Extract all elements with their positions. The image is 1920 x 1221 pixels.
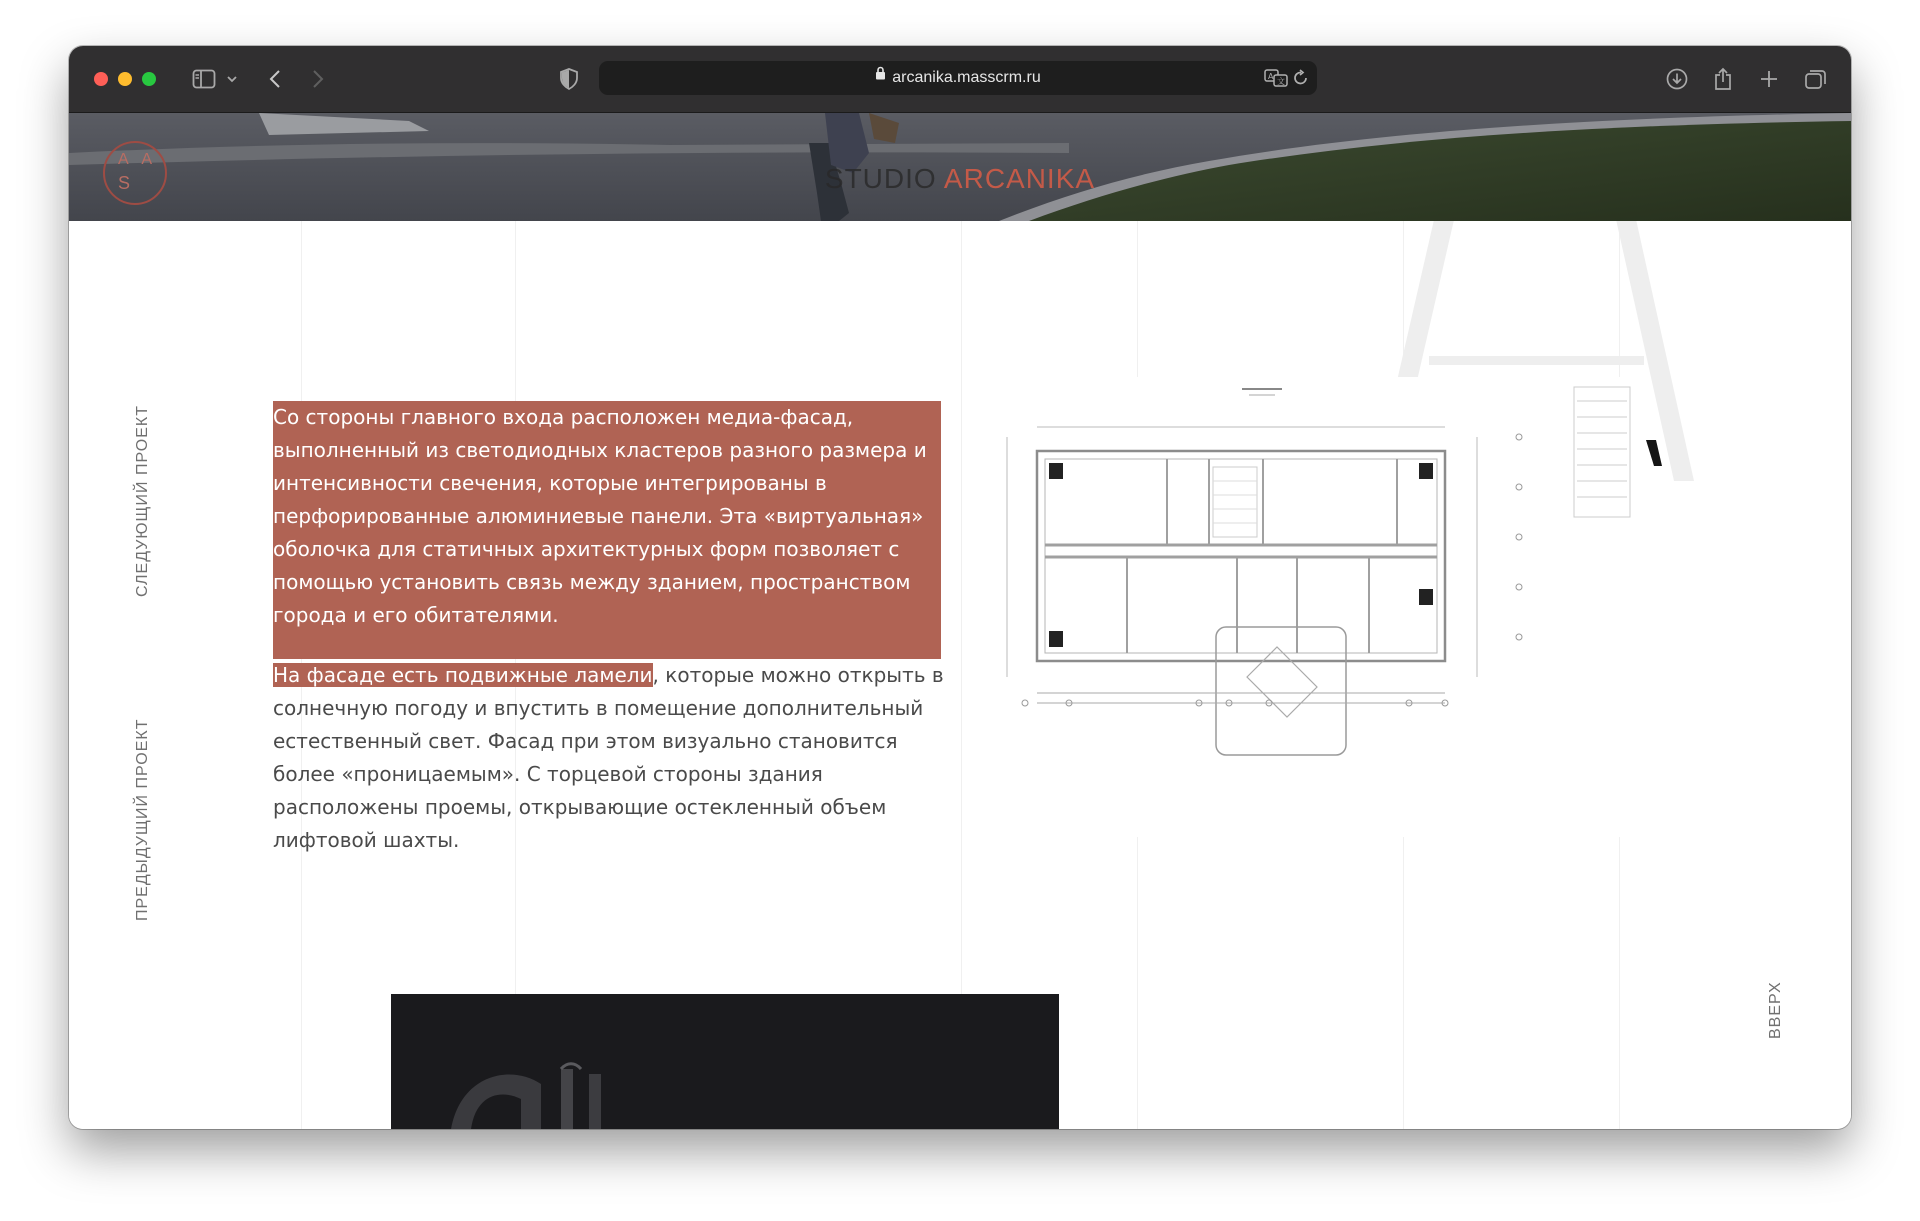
- sidebar-icon[interactable]: [189, 64, 219, 94]
- svg-text:文: 文: [1277, 77, 1285, 86]
- brand-title: [69, 163, 1851, 195]
- brand-title-arcanika: ARCANIKA: [943, 163, 1096, 194]
- zoom-window-button[interactable]: [142, 72, 156, 86]
- description-paragraph-1[interactable]: Со стороны главного входа расположен медиа-фасад, выполненный из светодиодных кластеров разного размера и интенсивности свечения, которые интегрированы в перфорированные алюминиевые панели. Эта «виртуальная» оболочка для статичных архитектурных форм позволяет с помощью установить связь между зданием, пространством города и его обитателями.: [273, 405, 927, 627]
- new-tab-plus-icon[interactable]: [1757, 64, 1781, 94]
- forward-arrow-icon[interactable]: [308, 64, 328, 94]
- hero-banner: [69, 113, 1851, 221]
- logo-letters-bottom: S: [118, 173, 131, 193]
- share-icon[interactable]: [1711, 64, 1735, 94]
- tab-overview-icon[interactable]: [1803, 64, 1829, 94]
- project-page: [69, 221, 1851, 1129]
- logo-letters-top: A A: [118, 151, 158, 168]
- browser-toolbar: [69, 46, 1851, 113]
- minimize-window-button[interactable]: [118, 72, 132, 86]
- photo-detail: [391, 994, 1059, 1129]
- close-window-button[interactable]: [94, 72, 108, 86]
- browser-window: [69, 46, 1851, 1129]
- address-url-container: [599, 61, 1317, 95]
- floor-plan-drawing[interactable]: [977, 377, 1637, 837]
- paragraph-2-text: , которые можно открыть в солнечную погоду и впустить в помещение дополнительный естественный свет. Фасад при этом визуально становится более «проницаемым». С торцевой стороны здания расположены проемы, открывающие остекленный объем лифтовой шахты.: [273, 663, 944, 852]
- address-url: arcanika.masscrm.ru: [892, 69, 1041, 86]
- back-arrow-icon[interactable]: [265, 64, 285, 94]
- description-paragraph-2[interactable]: [273, 659, 945, 857]
- svg-text:A: A: [1268, 72, 1274, 81]
- reload-icon[interactable]: [1291, 63, 1311, 93]
- brand-title-studio: STUDIO: [824, 163, 944, 194]
- chevron-down-icon[interactable]: [225, 64, 239, 94]
- previous-project-link[interactable]: ПРЕДЫДУЩИЙ ПРОЕКТ: [134, 718, 151, 921]
- next-project-link[interactable]: СЛЕДУЮЩИЙ ПРОЕКТ: [134, 404, 151, 597]
- downloads-icon[interactable]: [1665, 64, 1689, 94]
- project-photo[interactable]: [391, 994, 1059, 1129]
- translate-icon[interactable]: [1263, 63, 1289, 93]
- back-to-top-link[interactable]: ВВЕРХ: [1767, 981, 1784, 1039]
- address-bar[interactable]: [599, 61, 1317, 95]
- grid-line: [961, 221, 962, 1129]
- privacy-shield-icon[interactable]: [557, 64, 581, 94]
- selected-text: На фасаде есть подвижные ламели: [273, 663, 653, 687]
- lock-icon: [875, 59, 886, 93]
